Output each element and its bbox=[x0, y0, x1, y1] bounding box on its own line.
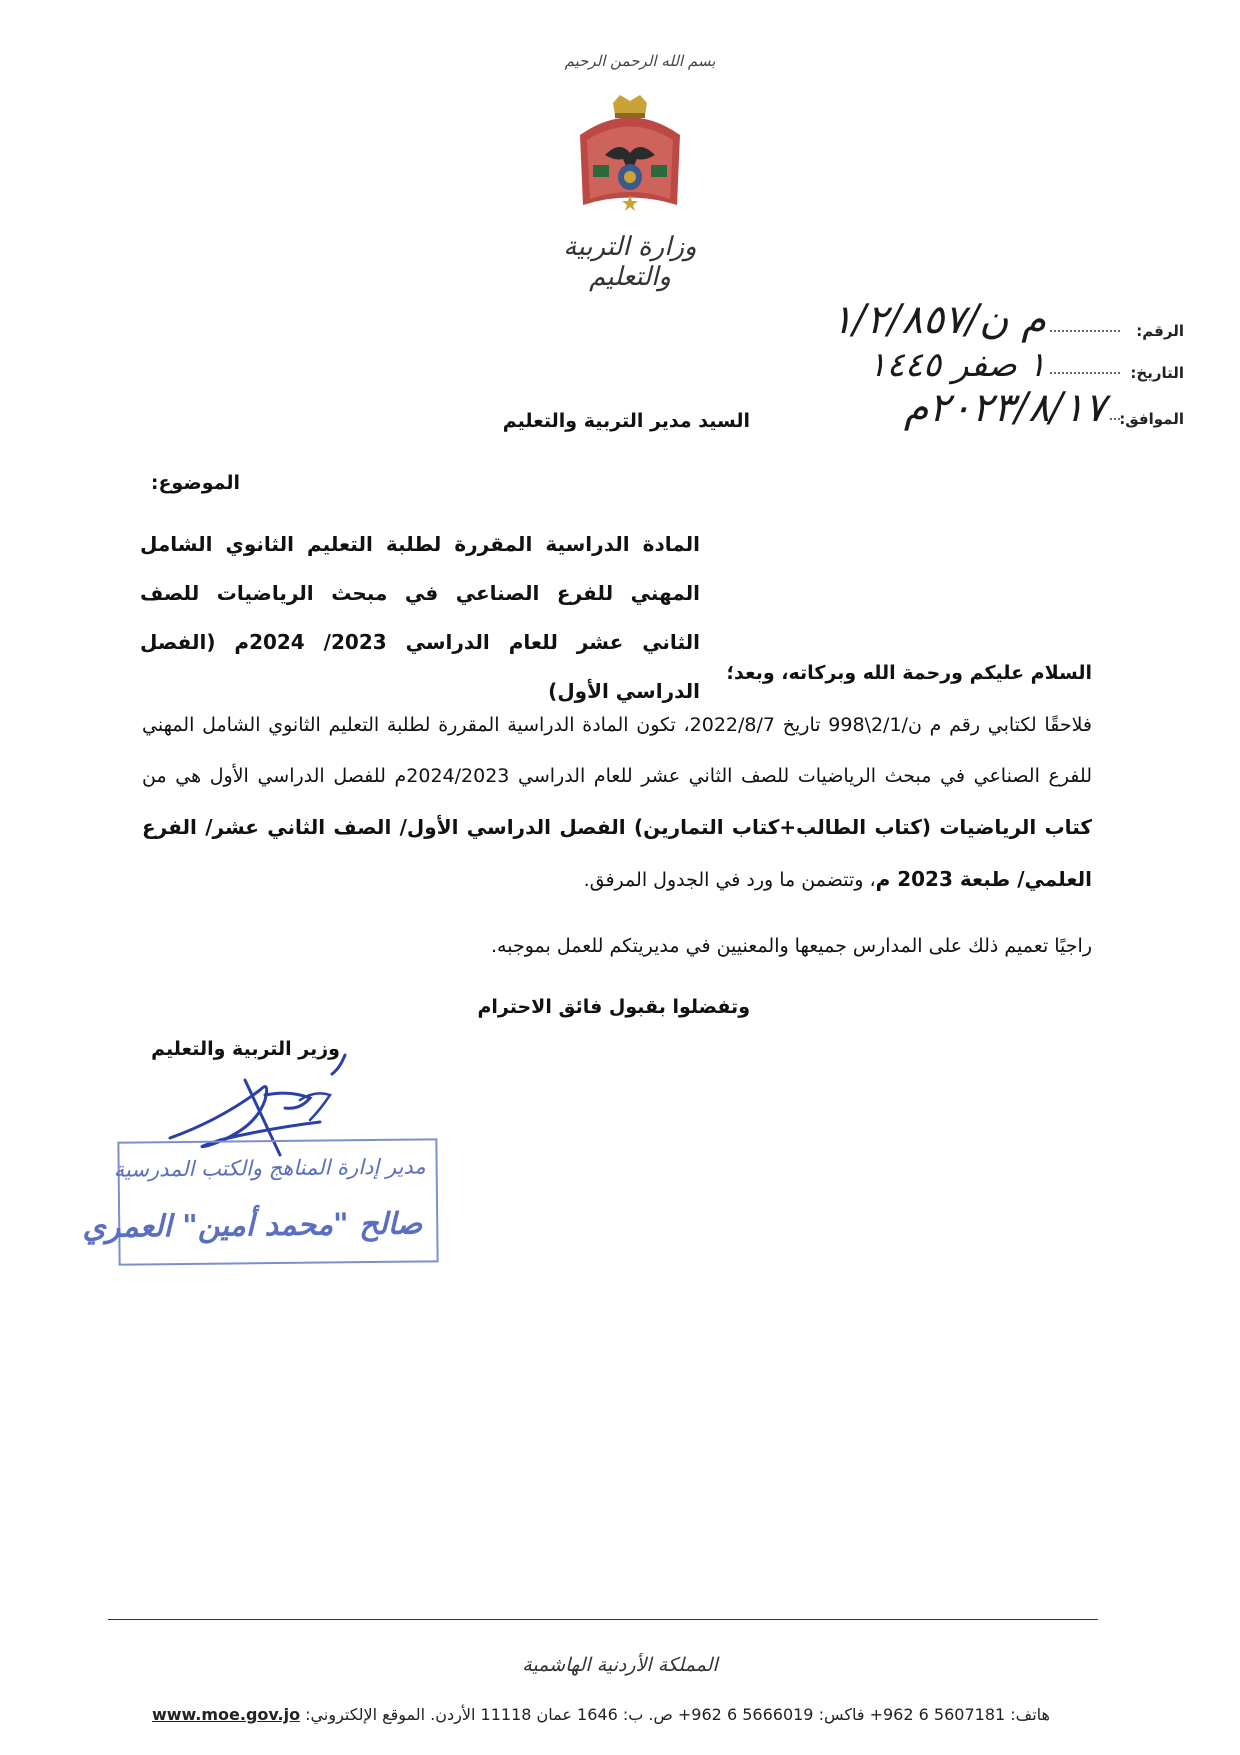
footer-contact-text: هاتف: 5607181 6 962+ فاكس: 5666019 6 962+ ص. ب: 1646 عمان 11118 الأردن. الموقع الإلكتروني: bbox=[300, 1705, 1050, 1724]
stamp-title: مدير إدارة المناهج والكتب المدرسية bbox=[113, 1154, 426, 1182]
subject-text: المادة الدراسية المقررة لطلبة التعليم الثانوي الشامل المهني للفرع الصناعي في مبحث الرياضيات للصف الثاني عشر للعام الدراسي 2023/ 2024م (الفصل الدراسي الأول) bbox=[140, 532, 700, 703]
footer-contact bbox=[152, 1705, 1050, 1724]
reference-number-row bbox=[744, 297, 1184, 343]
reference-corresponding-label: الموافق: bbox=[1119, 410, 1184, 428]
reference-date-label: التاريخ: bbox=[1130, 364, 1184, 382]
addressee: السيد مدير التربية والتعليم bbox=[502, 410, 750, 432]
signatory-title: وزير التربية والتعليم bbox=[151, 1038, 340, 1060]
subject-label: الموضوع: bbox=[150, 472, 240, 494]
body-text-bold: كتاب الرياضيات (كتاب الطالب+كتاب التمارين) الفصل الدراسي الأول/ الصف الثاني عشر/ الفرع العلمي/ طبعة 2023 م bbox=[142, 815, 1092, 891]
reference-corresponding-value: ٢٠٢٣/٨/١٧م bbox=[903, 385, 1106, 431]
reference-date-value: ١ صفر ١٤٤٥ bbox=[868, 345, 1046, 385]
reference-number-label: الرقم: bbox=[1136, 322, 1184, 340]
dotted-line bbox=[1050, 371, 1120, 374]
jordan-crest-icon bbox=[565, 95, 695, 215]
reference-number-value: م ن/١/٢/٨٥٧ bbox=[831, 297, 1046, 343]
official-stamp bbox=[82, 1138, 438, 1265]
basmala: بسم الله الرحمن الرحيم bbox=[564, 52, 716, 70]
footer-divider bbox=[108, 1619, 1098, 1620]
closing-line: وتفضلوا بقبول فائق الاحترام bbox=[477, 996, 750, 1018]
footer-kingdom: المملكة الأردنية الهاشمية bbox=[522, 1654, 718, 1676]
stamp-name: صالح "محمد أمين" العمري bbox=[82, 1206, 423, 1246]
ministry-logo: وزارة التربية والتعليم bbox=[563, 232, 697, 292]
circulation-request: راجيًا تعميم ذلك على المدارس جميعها والمعنيين في مديريتكم للعمل بموجبه. bbox=[491, 935, 1092, 957]
footer-website-link[interactable]: www.moe.gov.jo bbox=[151, 1705, 301, 1724]
reference-corresponding-row bbox=[744, 385, 1184, 431]
body-text-part1: فلاحقًا لكتابي رقم م ن/2/1\998 تاريخ 2022/8/7، تكون المادة الدراسية المقررة لطلبة التعليم الثانوي الشامل المهني للفرع الصناعي في مبحث الرياضيات للصف الثاني عشر للعام الدراسي 2024/2023م للفصل الدراسي الأول هي من bbox=[142, 714, 1092, 787]
body-text-part2: ، وتتضمن ما ورد في الجدول المرفق. bbox=[583, 869, 876, 891]
dotted-line bbox=[1050, 329, 1120, 332]
body-paragraph bbox=[142, 700, 1092, 906]
greeting: السلام عليكم ورحمة الله وبركاته، وبعد؛ bbox=[726, 662, 1092, 684]
reference-date-row bbox=[744, 342, 1184, 385]
